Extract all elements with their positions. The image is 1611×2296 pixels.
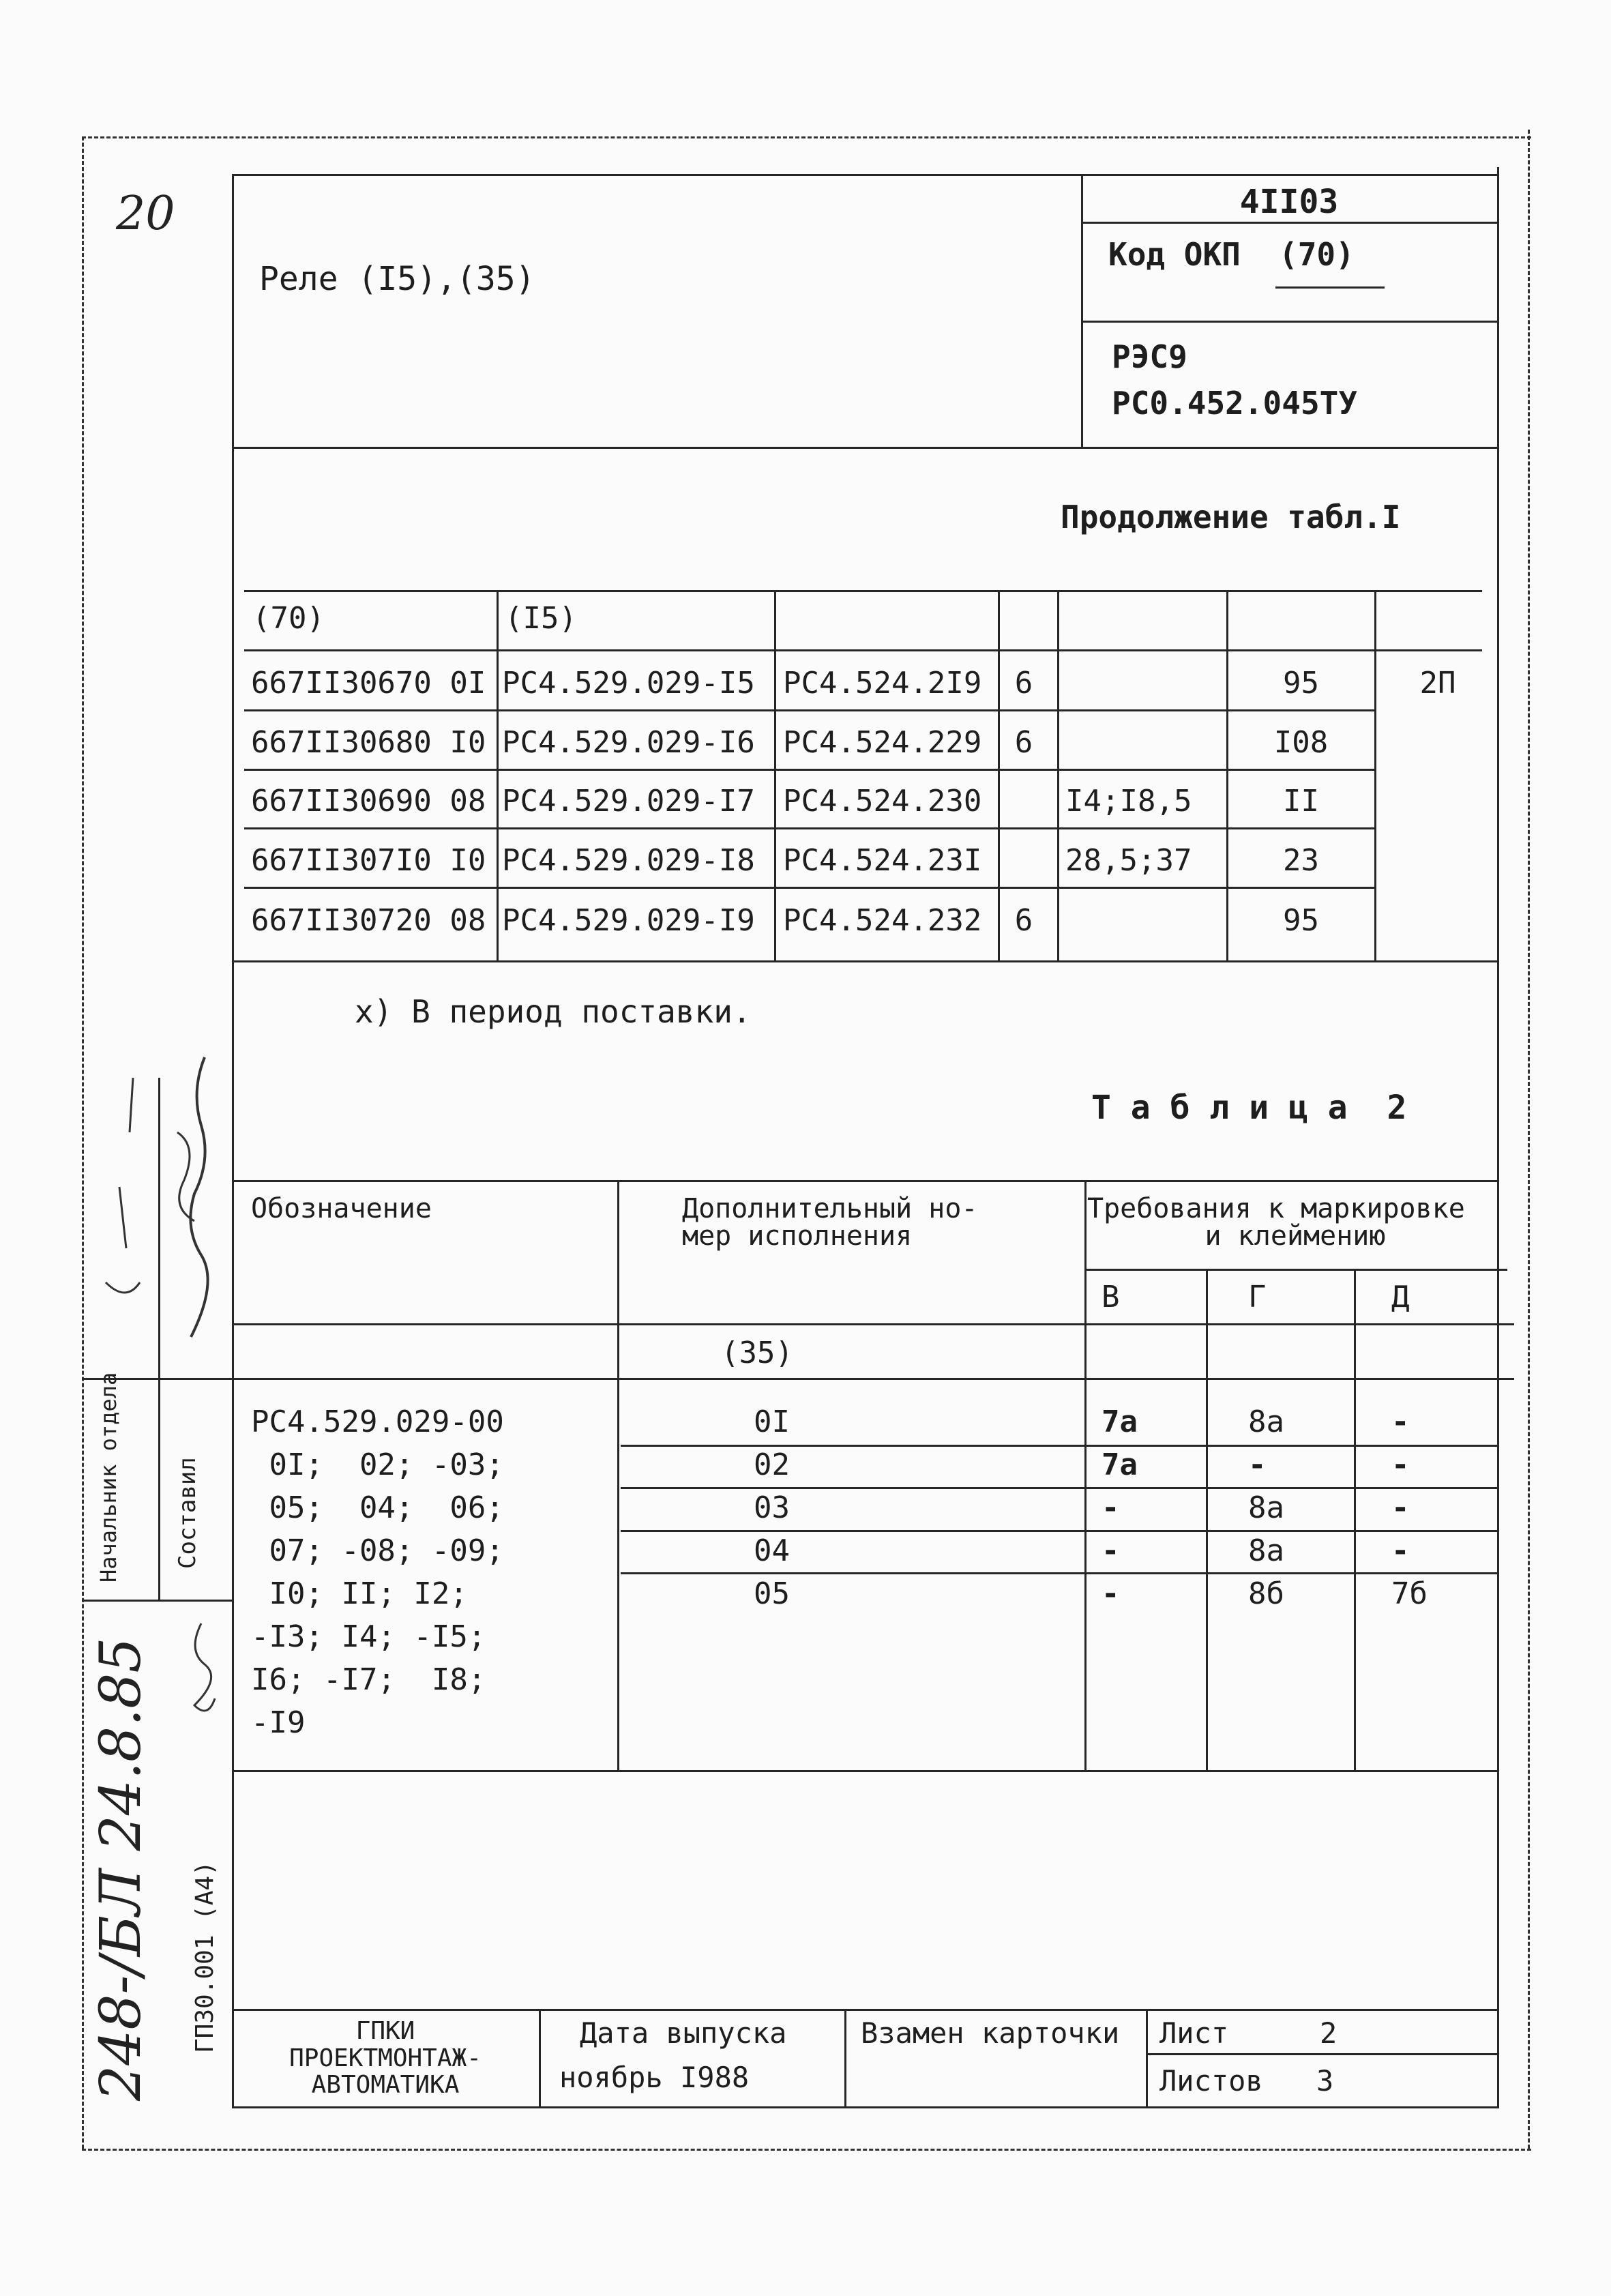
footer-org-line2: ПРОЕКТМОНТАЖ- [289, 2044, 482, 2072]
table1-cell: РС4.524.230 [783, 784, 982, 819]
side-label-head: Начальник отдела [95, 1372, 121, 1583]
table1-caption: Продолжение табл.I [1061, 499, 1401, 535]
table2-cell: - [1391, 1404, 1410, 1439]
table1-cell: 95 [1283, 903, 1319, 938]
stamp-line-bottom [82, 1600, 233, 1602]
table2-subheader-cell: Д [1391, 1280, 1410, 1314]
footer-sheet-label: Лист [1159, 2016, 1229, 2050]
table1-cell: 6 [1014, 903, 1033, 938]
table2-code-row: (35) [721, 1336, 793, 1370]
table1-top-line [244, 590, 1482, 592]
table1-row-line [244, 709, 1376, 711]
table2-cell: 8а [1248, 1404, 1284, 1439]
table1-header-cell: (I5) [505, 601, 577, 636]
signature-head [92, 1078, 153, 1364]
table2-header-extra-1: Дополнительный но- [682, 1193, 978, 1224]
table1-bottom-line [232, 960, 1499, 962]
table1-cell: 667II30680 I0 [251, 725, 486, 760]
footer-replace-label: Взамен карточки [861, 2016, 1120, 2050]
table2-cell: - [1102, 1533, 1120, 1568]
table1-cell: РС4.524.229 [783, 725, 982, 760]
table2-header-req-2: и клеймению [1204, 1220, 1386, 1252]
table2-header-designation: Обозначение [251, 1193, 432, 1224]
table1-cell: I4;I8,5 [1065, 784, 1192, 819]
table1-cell: II [1283, 784, 1319, 819]
card-left-border [232, 174, 234, 2108]
signature-date [174, 1617, 228, 1726]
footer-issue-value: ноябрь I988 [559, 2061, 750, 2094]
table2-cell: 8а [1248, 1490, 1284, 1525]
table1-cell: 23 [1283, 843, 1319, 878]
table1-row-line [244, 887, 1376, 889]
product-name: РЭС9 [1112, 338, 1187, 375]
table2-header-extra-2: мер исполнения [682, 1220, 913, 1252]
signature-compiled [164, 1050, 225, 1357]
table2-cell: 04 [754, 1533, 790, 1568]
footer-sheet-value: 2 [1320, 2016, 1337, 2050]
designation-line: РС4.529.029-00 [251, 1404, 504, 1439]
okp-label: Код ОКП [1108, 236, 1241, 273]
table1-cell: РС4.524.232 [783, 903, 982, 938]
footer-org-line3: АВТОМАТИКА [311, 2071, 460, 2100]
frame-bottom [82, 2149, 1531, 2151]
table2-col-line [1354, 1269, 1356, 1770]
table1-cell: РС4.529.029-I6 [502, 725, 755, 760]
table1-col-line [998, 590, 1000, 960]
footer-sheets-label: Листов [1159, 2064, 1263, 2098]
designation-line: 07; -08; -09; [251, 1533, 504, 1568]
footer-sheets-value: 3 [1316, 2064, 1334, 2098]
table1-cell: 667II30670 0I [251, 666, 486, 701]
table2-cell: - [1102, 1490, 1120, 1525]
card-code: 4II03 [1239, 183, 1339, 221]
table1-col-line [1374, 590, 1376, 960]
footer-col-line [539, 2009, 541, 2106]
table1-cell: РС4.529.029-I8 [502, 843, 755, 878]
table2-cell: 02 [754, 1447, 790, 1482]
table1-row-line [244, 769, 1376, 771]
table1-row-line [244, 827, 1376, 829]
card-top-border [232, 174, 1499, 176]
footer-col-line [1146, 2009, 1148, 2106]
table2-cell: 03 [754, 1490, 790, 1525]
table1-col-line [1057, 590, 1059, 960]
table2-cell: 05 [754, 1576, 790, 1611]
side-label-form: ГП30.001 (А4) [191, 1861, 219, 2053]
table2-cell: - [1391, 1533, 1410, 1568]
okp-line [1081, 321, 1497, 323]
code-line [1081, 222, 1497, 224]
table1-cell: РС4.529.029-I9 [502, 903, 755, 938]
table2-header-req-1: Требования к маркировке [1087, 1193, 1465, 1224]
table2-bottom-line [232, 1770, 1499, 1772]
card-bottom-border [232, 2106, 1499, 2108]
table2-cell: 7а [1102, 1447, 1138, 1482]
table1-cell: РС4.524.2I9 [783, 666, 982, 701]
designation-line: -I9 [251, 1705, 306, 1740]
table2-row-line [621, 1572, 1499, 1574]
table1-cell: РС4.529.029-I5 [502, 666, 755, 701]
table2-row-line [621, 1530, 1499, 1532]
table2-col-line [1084, 1180, 1087, 1770]
table2-cell: 8б [1248, 1576, 1284, 1611]
table2-cell: 7а [1102, 1404, 1138, 1439]
footer-org [239, 2018, 532, 2099]
header-bottom-line [232, 447, 1499, 449]
table2-cell: - [1102, 1576, 1120, 1611]
frame-top [82, 136, 1531, 138]
okp-underline [1275, 286, 1385, 289]
table2-cell: 8а [1248, 1533, 1284, 1568]
designation-line: I6; -I7; I8; [251, 1662, 486, 1697]
table1-cell: 667II30720 08 [251, 903, 486, 938]
table1-cell: 95 [1283, 666, 1319, 701]
side-label-compiled: Составил [174, 1457, 201, 1569]
table1-cell: 667II30690 08 [251, 784, 486, 819]
table1-col-line [497, 590, 499, 960]
table1-cell: 28,5;37 [1065, 843, 1192, 878]
designation-line: 0I; 02; -03; [251, 1447, 504, 1482]
card-title: Реле (I5),(35) [259, 260, 535, 298]
table1-cell: РС4.529.029-I7 [502, 784, 755, 819]
designation-line: I0; II; I2; [251, 1576, 468, 1611]
table2-subheader-cell: Г [1248, 1280, 1267, 1314]
table2-cell: 7б [1391, 1576, 1428, 1611]
table1-col-line [774, 590, 776, 960]
stamp-divider [158, 1078, 160, 1600]
table2-cell: - [1391, 1447, 1410, 1482]
handwritten-code: 248-/БЛ 24.8.85 [89, 1637, 153, 2101]
product-spec: РС0.452.045ТУ [1112, 385, 1358, 422]
table2-code-line [232, 1378, 1514, 1380]
table1-cell: 2П [1419, 666, 1456, 701]
table2-top-line [232, 1180, 1499, 1182]
table1-col-line [1226, 590, 1228, 960]
table2-row-line [621, 1487, 1499, 1489]
footer-issue-label: Дата выпуска [580, 2016, 787, 2050]
footer-col-line [844, 2009, 846, 2106]
table2-col-line [617, 1180, 619, 1770]
frame-right [1528, 130, 1530, 2149]
table1-header-line [244, 649, 1482, 651]
footer-org-line1: ГПКИ [355, 2017, 415, 2045]
table1-header-cell: (70) [252, 601, 325, 636]
card-right-border [1497, 167, 1499, 2108]
table2-caption: Т а б л и ц а 2 [1091, 1089, 1407, 1127]
table2-cell: 0I [754, 1404, 790, 1439]
frame-left [82, 136, 84, 2149]
okp-value: (70) [1279, 236, 1355, 273]
table2-cell: - [1248, 1447, 1267, 1482]
table2-req-line [1084, 1269, 1507, 1271]
designation-line: -I3; I4; -I5; [251, 1619, 486, 1654]
table1-cell: РС4.524.23I [783, 843, 982, 878]
table2-col-line [1206, 1269, 1208, 1770]
page-number: 20 [116, 187, 175, 241]
table1-cell: 667II307I0 I0 [251, 843, 486, 878]
footer-sheet-line [1146, 2053, 1499, 2055]
table1-cell: I08 [1273, 725, 1329, 760]
table1-cell: 6 [1014, 725, 1033, 760]
table2-row-line [621, 1445, 1499, 1447]
footnote: х) В период поставки. [355, 993, 752, 1030]
table2-cell: - [1391, 1490, 1410, 1525]
footer-top-line [232, 2009, 1499, 2011]
designation-line: 05; 04; 06; [251, 1490, 504, 1525]
table2-subheader-line [232, 1323, 1514, 1325]
table2-subheader-cell: В [1102, 1280, 1120, 1314]
table1-cell: 6 [1014, 666, 1033, 701]
